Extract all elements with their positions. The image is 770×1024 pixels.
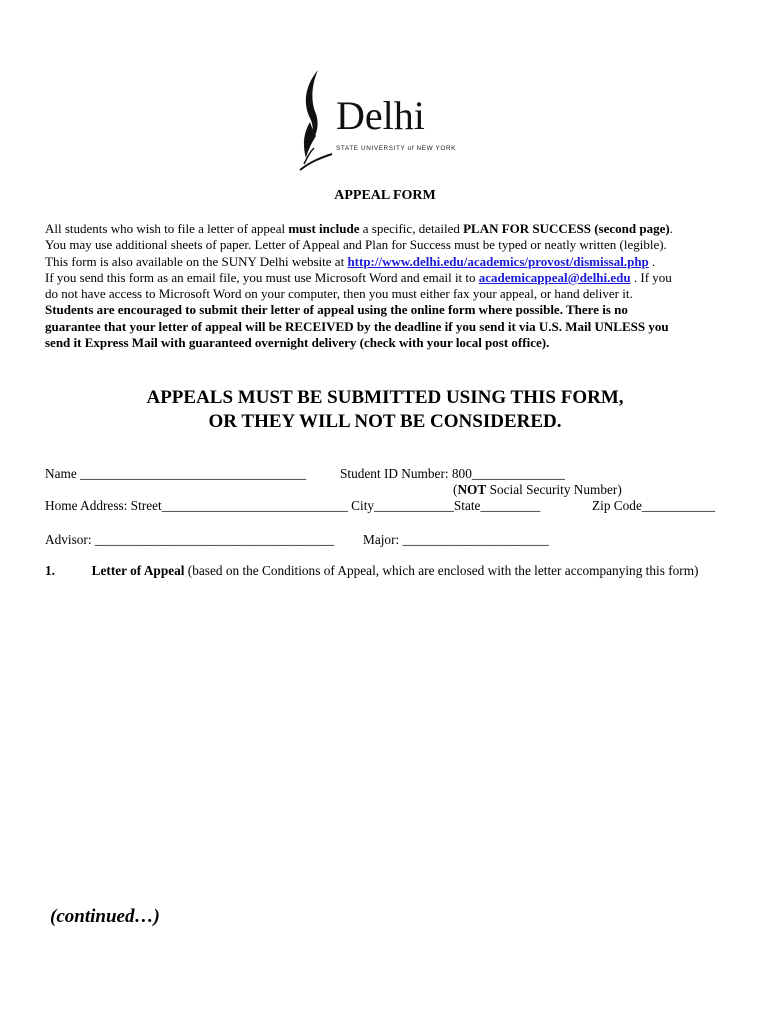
logo-wordmark: Delhi (336, 93, 425, 138)
text: All students who wish to file a letter of appeal (45, 221, 289, 236)
instructions-line (45, 221, 735, 237)
instructions-line (45, 254, 735, 270)
section-title: Letter of Appeal (91, 563, 185, 578)
instructions-line (45, 270, 735, 286)
text: This form is also available on the SUNY Delhi website at (45, 253, 348, 269)
delhi-logo (296, 66, 476, 172)
submission-warning (0, 386, 770, 434)
instructions-line: do not have access to Microsoft Word on your computer, then you must either fax your appeal, or hand deliver it. (45, 286, 633, 302)
home-address-field[interactable]: Home Address: Street____________________________ City____________State_________ (45, 498, 541, 513)
instructions-line-bold: Students are encouraged to submit their letter of appeal using the online form where possible. There is no (45, 302, 628, 318)
emphasis: PLAN FOR SUCCESS (second page) (463, 221, 670, 236)
emphasis: must include (288, 221, 360, 236)
page-title: APPEAL FORM (334, 188, 436, 203)
advisor-field[interactable]: Advisor: ____________________________________ (45, 532, 335, 547)
text: . (648, 253, 656, 269)
instructions-line-bold: guarantee that your letter of appeal will be RECEIVED by the deadline if you send it via U.S. Mail UNLESS you (45, 318, 669, 334)
instructions-line-bold: send it Express Mail with guaranteed overnight delivery (check with your local post office). (45, 335, 550, 351)
major-field[interactable]: Major: ______________________ (363, 532, 549, 547)
student-id-field[interactable]: Student ID Number: 800______________ (340, 466, 565, 481)
instructions-line: You may use additional sheets of paper. Letter of Appeal and Plan for Success must be typed or neatly written (legible). (45, 237, 667, 253)
text: ( (453, 482, 458, 497)
ssn-note (453, 482, 622, 498)
section-description: (based on the Conditions of Appeal, which are enclosed with the letter accompanying this form) (184, 563, 699, 578)
continued-label: (continued…) (50, 906, 160, 927)
text: If you send this form as an email file, you must use Microsoft Word and email it to (45, 269, 479, 285)
name-field[interactable]: Name __________________________________ (45, 466, 307, 481)
text: . If you (630, 269, 672, 285)
flame-leaf-icon (296, 66, 336, 172)
logo-subtitle: STATE UNIVERSITY of NEW YORK (336, 145, 457, 152)
letter-of-appeal-section (45, 563, 698, 579)
dismissal-page-link[interactable]: http://www.delhi.edu/academics/provost/dismissal.php (347, 253, 649, 269)
warning-line-2: OR THEY WILL NOT BE CONSIDERED. (208, 411, 562, 432)
text: a specific, detailed (359, 221, 464, 236)
emphasis: NOT (457, 482, 487, 497)
instructions-paragraph (45, 221, 735, 351)
section-number: 1. (45, 563, 55, 578)
email-link[interactable]: academicappeal@delhi.edu (478, 269, 631, 285)
text: Social Security Number) (486, 482, 622, 497)
zip-code-field[interactable]: Zip Code___________ (592, 498, 715, 513)
warning-line-1: APPEALS MUST BE SUBMITTED USING THIS FORM, (146, 387, 624, 408)
text: . (669, 221, 673, 236)
